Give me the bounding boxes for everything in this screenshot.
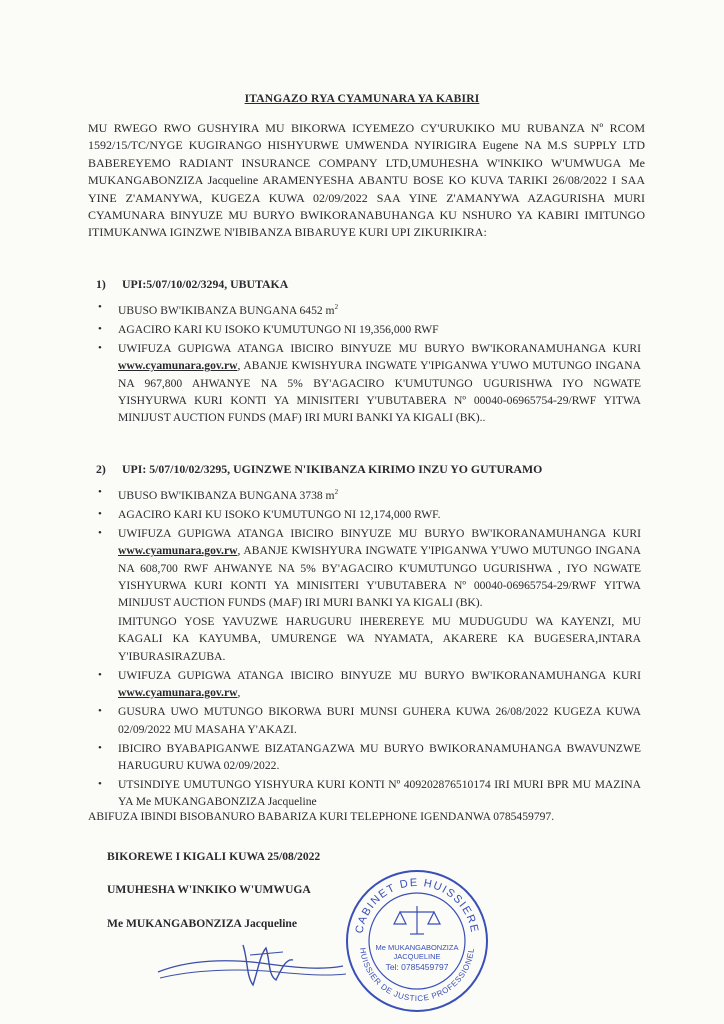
stamp-bottom-text: HUISSIER DE JUSTICE PROFESSIONEL [358,947,476,1004]
list-item [96,613,641,665]
item-text-continued: , ABANJE KWISHYURA INGWATE Y'IPIGANWA Y'UWO MUTUNGO INGANA NA 967,800 AHWANYE NA 5% BY'AGACIRO K'UMUTUNGO UGURISHWA IYO NGWATE YISHYURWA KURI KONTI YA MINISITERI Y'UBUTABERA Nº 00040-06965754-29/RWF YITWA MINIJUST AUCTION FUNDS (MAF) IRI MURI BANKI YA KIGALI (BK).. [118,359,641,425]
item-text: AGACIRO KARI KU ISOKO K'UMUTUNGO NI 19,356,000 RWF [118,323,439,337]
list-item [96,506,641,523]
item-text: UWIFUZA GUPIGWA ATANGA IBICIRO BINYUZE MU BURYO BW'IKORANAMUHANGA KURI [118,668,641,682]
signoff-name: Me MUKANGABONZIZA Jacqueline [107,917,298,930]
list-item [96,525,641,611]
stamp-line3: Tel: 0785459797 [385,962,449,972]
item-text: UWIFUZA GUPIGWA ATANGA IBICIRO BINYUZE MU BURYO BW'IKORANAMUHANGA KURI [118,527,641,541]
list-item [96,484,641,504]
list-item [96,667,641,701]
cyamunara-link[interactable]: www.cyamunara.gov.rw [118,686,238,700]
stamp-top-text: CABINET DE HUISSIERE [353,876,481,935]
item-text: GUSURA UWO MUTUNGO BIKORWA BURI MUNSI GUHERA KUWA 26/08/2022 KUGEZA KUWA 02/09/2022 MU MASAHA Y'AKAZI. [118,705,641,736]
list-item [96,776,641,810]
huissier-stamp [342,866,492,1016]
superscript: 2 [334,488,339,496]
superscript: 2 [334,303,339,311]
section2-number: 2) [96,462,106,476]
list-item [96,740,641,774]
cyamunara-link[interactable]: www.cyamunara.gov.rw [118,359,238,373]
item-text: UBUSO BW'IKIBANZA BUNGANA 6452 m [118,303,335,317]
item-text-continued: , ABANJE KWISHYURA INGWATE Y'IPIGANWA Y'UWO MUTUNGO INGANA NA 608,700 RWF AHWANYE NA 5% BY'AGACIRO K'UMUTUNGO UGURISHWA , IYO NGWATE YISHYURWA KURI KONTI YA MINISITERI Y'UBUTABERA Nº 00040-06965754-29/RWF YITWA MINIJUST AUCTION FUNDS (MAF) IRI MURI BANKI YA KIGALI (BK). [118,544,641,610]
section2-heading [96,462,542,477]
list-item [96,299,641,319]
section2-title: UPI: 5/07/10/02/3295, UGINZWE N'IKIBANZA KIRIMO INZU YO GUTURAMO [122,462,543,476]
item-text-continued: , [237,686,241,700]
stamp-line1: Me MUKANGABONZIZA [375,943,459,952]
stamp-line2: JACQUELINE [393,952,441,961]
item-text: AGACIRO KARI KU ISOKO K'UMUTUNGO NI 12,174,000 RWF. [118,508,441,522]
section1-number: 1) [96,277,106,291]
item-text: IBICIRO BYABAPIGANWE BIZATANGAZWA MU BURYO BWIKORANAMUHANGA BWAVUNZWE HARUGURU KUWA 02/09/2022. [118,741,641,772]
list-item [96,340,641,426]
scales-icon [394,906,440,934]
document-title: ITANGAZO RYA CYAMUNARA YA KABIRI [244,93,480,105]
item-text: UBUSO BW'IKIBANZA BUNGANA 3738 m [118,488,335,502]
contact-line: ABIFUZA IBINDI BISOBANURO BABARIZA KURI TELEPHONE IGENDANWA 0785459797. [88,810,555,823]
section2-list [96,484,641,813]
signoff-date: BIKOREWE I KIGALI KUWA 25/08/2022 [107,850,321,863]
cyamunara-link[interactable]: www.cyamunara.gov.rw [118,544,238,558]
item-text: UTSINDIYE UMUTUNGO YISHYURA KURI KONTI Nº 409202876510174 IRI MURI BPR MU MAZINA YA Me MUKANGABONZIZA Jacqueline [118,778,641,809]
section1-list [96,299,641,428]
section1-title: UPI:5/07/10/02/3294, UBUTAKA [122,277,289,291]
intro-paragraph: MU RWEGO RWO GUSHYIRA MU BIKORWA ICYEMEZO CY'URUKIKO MU RUBANZA Nº RCOM 1592/15/TC/NYGE KUGIRANGO HISHYURWE UMWENDA NYIRIGIRA Eugene NA M.S SUPPLY LTD BABEREYEMO RADIANT INSURANCE COMPANY LTD,UMUHESHA W'INKIKO W'UMWUGA Me MUKANGABONZIZA Jacqueline ARAMENYESHA ABANTU BOSE KO KUVA TARIKI 26/08/2022 I SAA YINE Z'AMANYWA, KUGEZA KUWA 02/09/2022 SAA YINE Z'AMANYWA AZAGURISHA MURI CYAMUNARA BINYUZE MU BURYO BWIKORANABUHANGA KU NSHURO YA KABIRI IMITUNGO ITIMUKANWA IGINZWE N'IBIBANZA BIBARUYE KURI UPI ZIKURIKIRA: [88,121,645,240]
section1-heading [96,277,288,292]
list-item [96,703,641,737]
signoff-role: UMUHESHA W'INKIKO W'UMWUGA [107,883,311,896]
handwritten-signature [148,930,348,1000]
item-text: UWIFUZA GUPIGWA ATANGA IBICIRO BINYUZE MU BURYO BW'IKORANAMUHANGA KURI [118,342,641,356]
item-text: IMITUNGO YOSE YAVUZWE HARUGURU IHEREREYE MU MUDUGUDU WA KAYENZI, MU KAGALI KA KAYUMBA, UMURENGE WA NYAMATA, AKARERE KA BUGESERA,INTARA Y'IBURASIRAZUBA. [118,615,641,663]
list-item [96,321,641,338]
